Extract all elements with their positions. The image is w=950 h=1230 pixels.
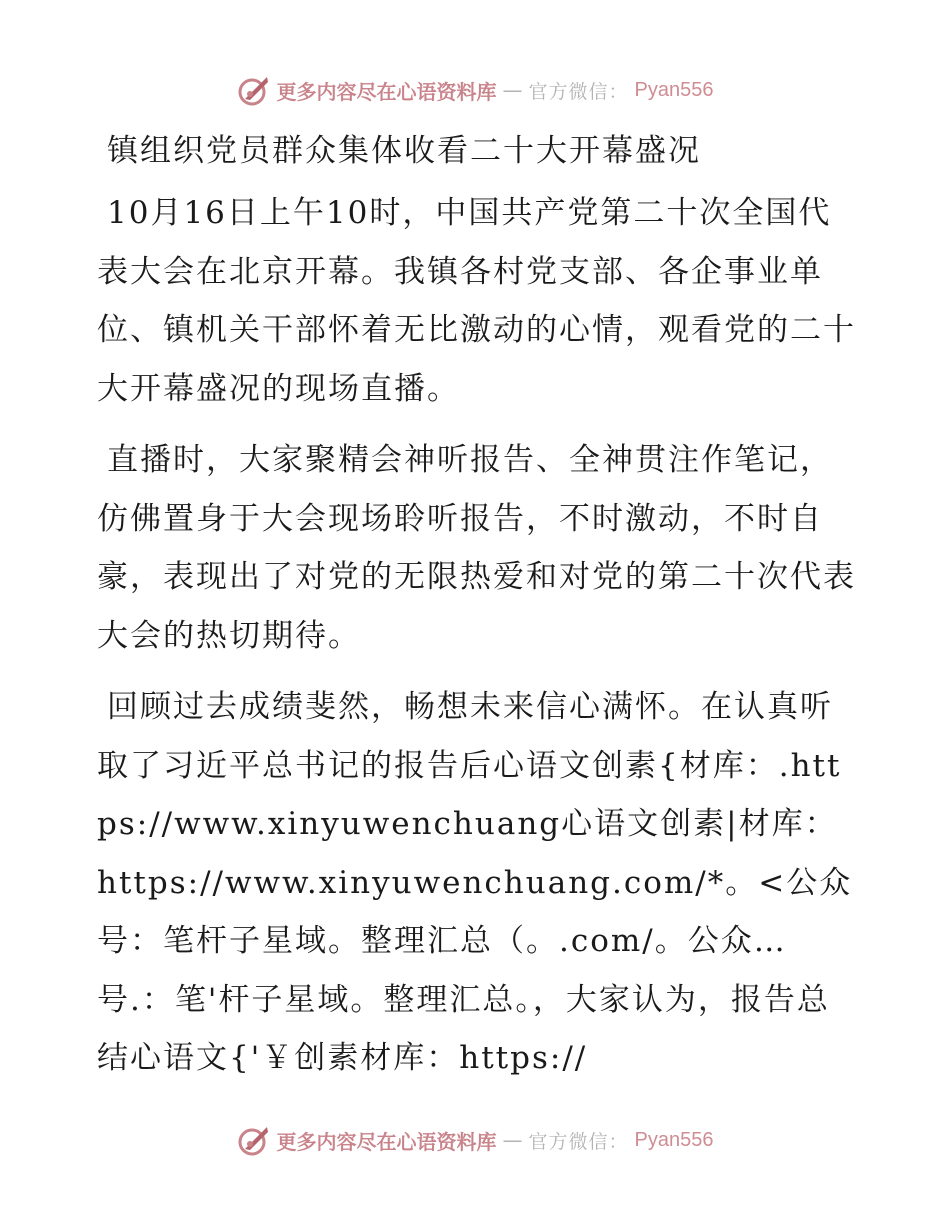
paragraph-3: 回顾过去成绩斐然，畅想未来信心满怀。在认真听取了习近平总书记的报告后心语文创素{材库：.https://www.xinyuwenchuang心语文创素|材库：https://www.xinyuwenchuang.com/*。<公众号：笔杆子星域。整理汇总（。.com/。公众…号.：笔'杆子星域。整理汇总。，大家认为，报告总结心语文{'￥创素材库：https:// bbox=[97, 689, 853, 1076]
watermark-contact-id: Pyan556 bbox=[634, 78, 714, 101]
watermark-dash: — bbox=[502, 78, 523, 102]
watermark-brand: 更多内容尽在心语资料库 bbox=[276, 79, 497, 104]
watermark-brand: 更多内容尽在心语资料库 bbox=[276, 1129, 497, 1154]
header-watermark bbox=[0, 70, 950, 110]
quill-logo-icon bbox=[237, 1123, 271, 1157]
paragraph-2: 直播时，大家聚精会神听报告、全神贯注作笔记，仿佛置身于大会现场聆听报告，不时激动，不时自豪，表现出了对党的无限热爱和对党的第二十次代表大会的热切期待。 bbox=[97, 442, 856, 654]
watermark-contact-label: 官方微信： bbox=[528, 1130, 629, 1153]
footer-watermark bbox=[0, 1120, 950, 1160]
watermark-contact-id: Pyan556 bbox=[634, 1128, 714, 1151]
watermark-dash: — bbox=[502, 1128, 523, 1152]
paragraph-1: 10月16日上午10时，中国共产党第二十次全国代表大会在北京开幕。我镇各村党支部、各企事业单位、镇机关干部怀着无比激动的心情，观看党的二十大开幕盛况的现场直播。 bbox=[97, 195, 856, 407]
quill-logo-icon bbox=[237, 73, 271, 107]
document-body bbox=[97, 122, 857, 1101]
watermark-contact-label: 官方微信： bbox=[528, 80, 629, 103]
document-title: 镇组织党员群众集体收看二十大开幕盛况 bbox=[107, 133, 701, 169]
